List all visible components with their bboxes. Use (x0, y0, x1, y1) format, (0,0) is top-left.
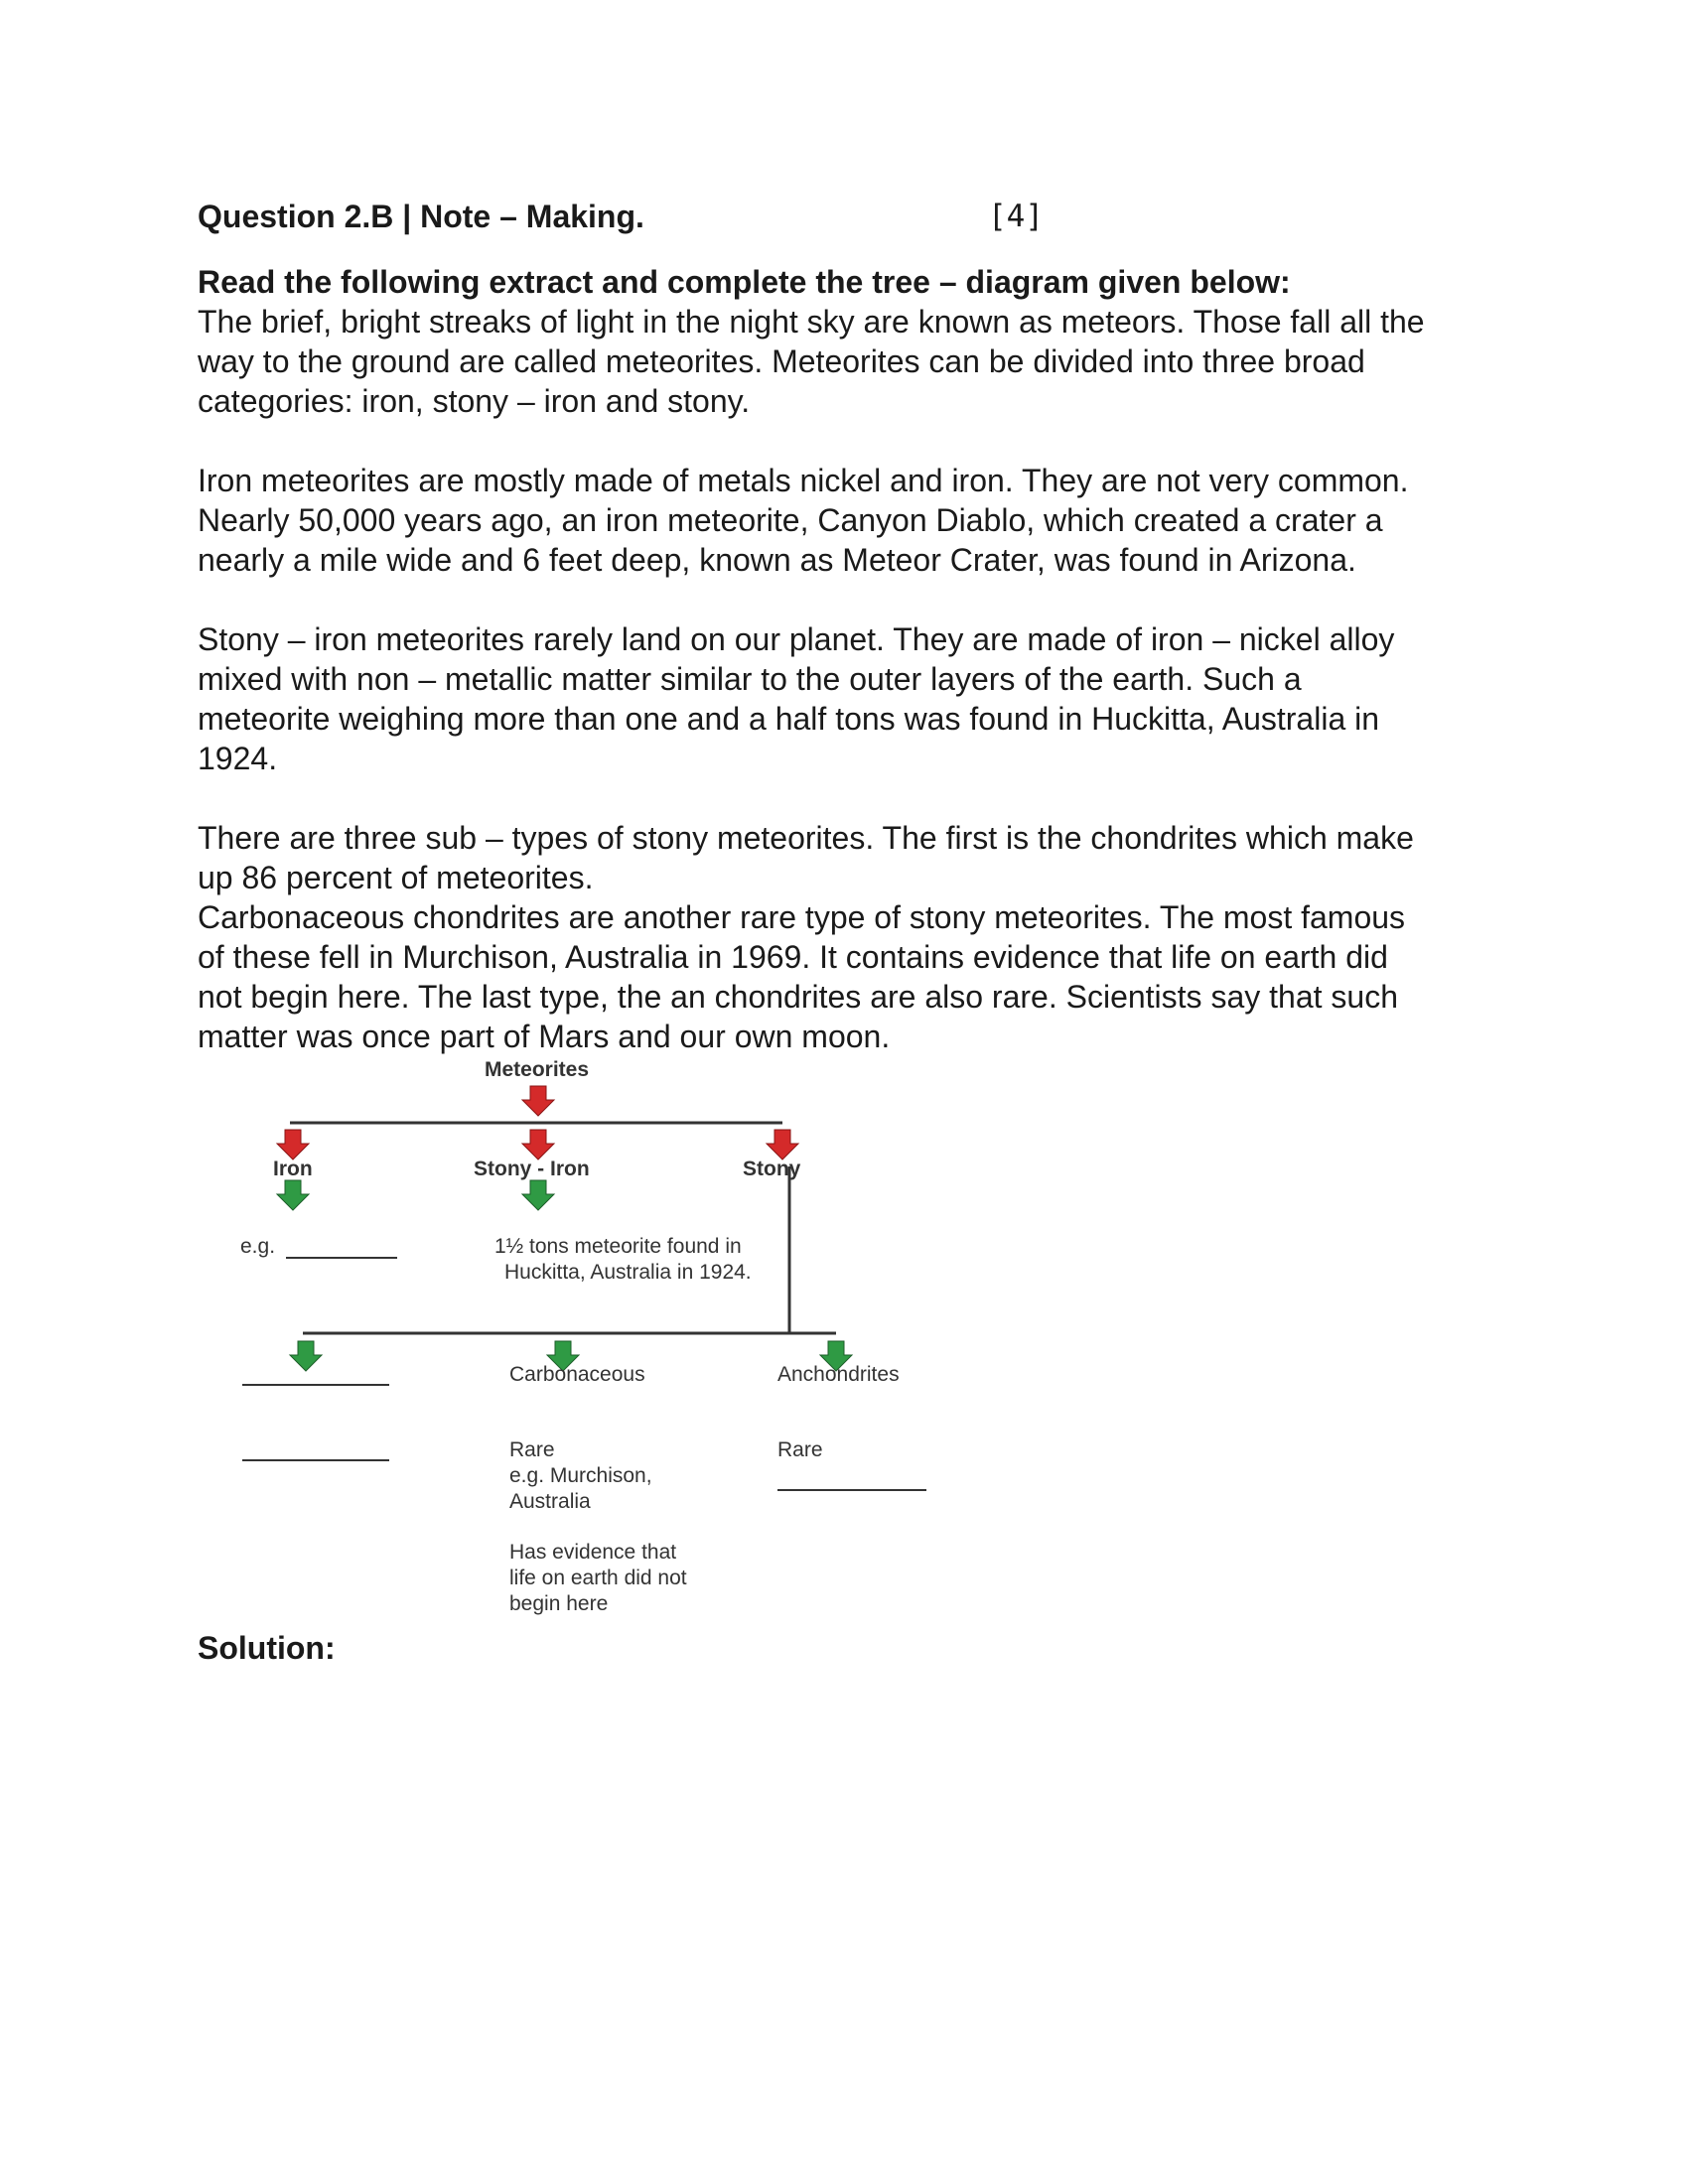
paragraph-line: Carbonaceous chondrites are another rare type of stony meteorites. The most famous (198, 899, 1406, 935)
paragraph-line: Stony – iron meteorites rarely land on our planet. They are made of iron – nickel alloy (198, 621, 1395, 657)
paragraph-4 (198, 818, 1508, 1056)
paragraph-line: mixed with non – metallic matter similar to the outer layers of the earth. Such a (198, 661, 1302, 697)
tree-diagram (228, 1057, 943, 1653)
carbonaceous-detail-3: Australia (509, 1490, 591, 1513)
node-carbonaceous: Carbonaceous (509, 1363, 645, 1386)
paragraph-3 (198, 619, 1508, 778)
node-stony-iron: Stony - Iron (474, 1158, 590, 1180)
paragraph-line: matter was once part of Mars and our own moon. (198, 1019, 891, 1054)
paragraph-line: There are three sub – types of stony meteorites. The first is the chondrites which make (198, 820, 1414, 856)
stony-iron-note-line1: 1½ tons meteorite found in (494, 1235, 742, 1258)
red-down-arrow-icon (522, 1086, 554, 1116)
paragraph-line: Nearly 50,000 years ago, an iron meteorite, Canyon Diablo, which created a crater a (198, 502, 1383, 538)
paragraph-line: Iron meteorites are mostly made of metals nickel and iron. They are not very common. (198, 463, 1409, 498)
question-title: Question 2.B | Note – Making. (198, 199, 644, 234)
paragraph-line: of these fell in Murchison, Australia in 1969. It contains evidence that life on earth did (198, 939, 1388, 975)
paragraph-line: categories: iron, stony – iron and stony. (198, 383, 751, 419)
green-down-arrow-icon (522, 1180, 554, 1210)
paragraph-line: way to the ground are called meteorites. Meteorites can be divided into three broad (198, 343, 1365, 379)
paragraph-line: up 86 percent of meteorites. (198, 860, 594, 895)
node-stony: Stony (743, 1158, 801, 1180)
carbonaceous-evidence-3: begin here (509, 1592, 609, 1615)
chondrites-detail-blank (242, 1459, 389, 1461)
paragraph-line: 1924. (198, 741, 278, 776)
node-iron: Iron (273, 1158, 313, 1180)
paragraph-1 (198, 302, 1508, 421)
carbonaceous-detail-2: e.g. Murchison, (509, 1464, 652, 1487)
green-down-arrow-icon (277, 1180, 309, 1210)
iron-example-blank (286, 1257, 397, 1259)
node-anchondrites: Anchondrites (777, 1363, 900, 1386)
node-meteorites: Meteorites (485, 1058, 590, 1081)
anchondrites-detail: Rare (777, 1438, 823, 1461)
paragraph-line: meteorite weighing more than one and a half tons was found in Huckitta, Australia in (198, 701, 1380, 737)
green-down-arrow-icon (290, 1341, 322, 1371)
chondrites-blank (242, 1384, 389, 1386)
solution-label: Solution: (198, 1630, 336, 1666)
paragraph-line: The brief, bright streaks of light in the night sky are known as meteors. Those fall all the (198, 304, 1425, 340)
red-down-arrow-icon (767, 1130, 798, 1160)
paragraph-line: nearly a mile wide and 6 feet deep, known as Meteor Crater, was found in Arizona. (198, 542, 1356, 578)
carbonaceous-evidence-2: life on earth did not (509, 1567, 687, 1589)
paragraph-2 (198, 461, 1508, 580)
red-down-arrow-icon (522, 1130, 554, 1160)
iron-example-label: e.g. (240, 1235, 276, 1258)
question-marks: [4] (988, 199, 1044, 234)
instruction-heading: Read the following extract and complete the tree – diagram given below: (198, 264, 1291, 300)
carbonaceous-detail-1: Rare (509, 1438, 555, 1461)
stony-iron-note-line2: Huckitta, Australia in 1924. (504, 1261, 752, 1284)
carbonaceous-evidence-1: Has evidence that (509, 1541, 677, 1564)
red-down-arrow-icon (277, 1130, 309, 1160)
anchondrites-blank (777, 1489, 926, 1491)
paragraph-line: not begin here. The last type, the an chondrites are also rare. Scientists say that such (198, 979, 1398, 1015)
